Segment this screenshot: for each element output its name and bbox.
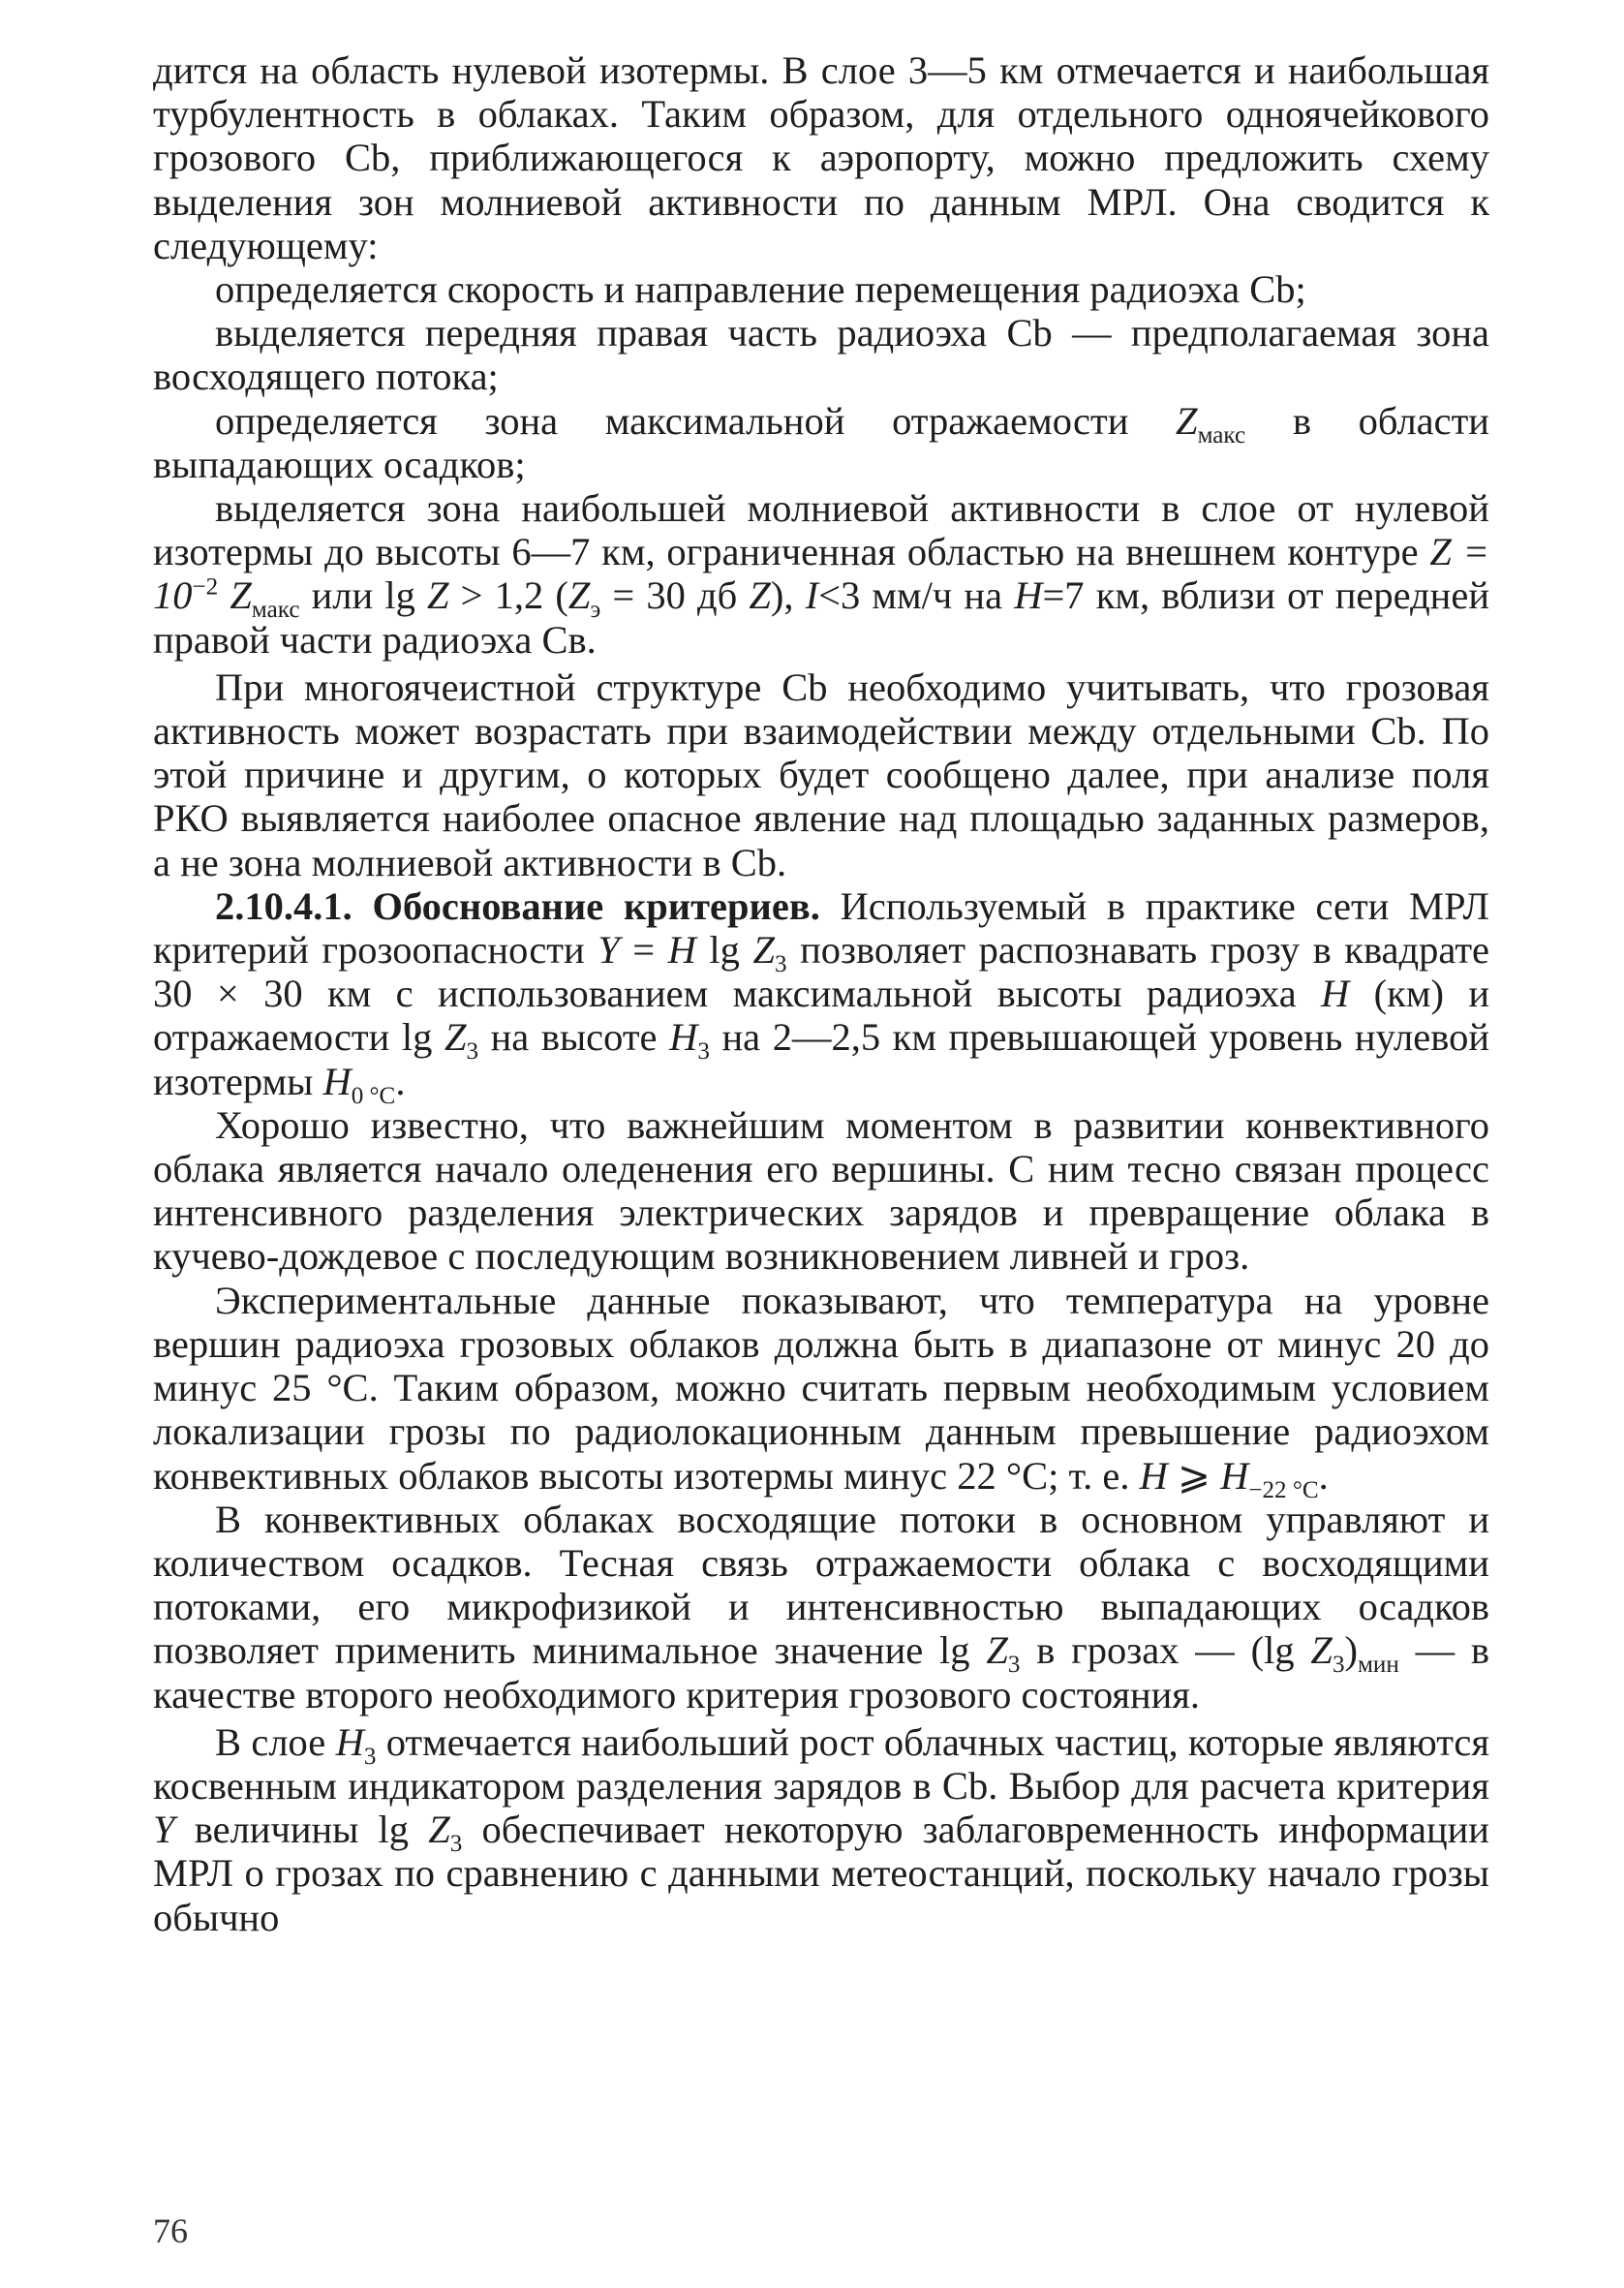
paragraph-multicell: При многоячеистной структуре Cb необходимо учитывать, что грозовая активность может возрастать при взаимодействии между отдельными Cb. По этой причине и другим, о которых будет сообщено далее, при анализе поля РКО выявляется наиболее опасное явление над площадью заданных размеров, а не зона молниевой активности в Cb. — [153, 665, 1489, 884]
paragraph-criteria: 2.10.4.1. Обоснование критериев. Используемый в практике сети МРЛ критерий грозоопасности Y = H $\lg Z_3$ позволяет распознавать грозу в квадрате 30 × 30 км с использованием максимальной высоты радиоэха H (км) и отражаемости $\lg Z_3$ на высоте $H_3$ на 2—2,5 км превышающей уровень нулевой изотермы $H_{0 ^\circ С}$. — [153, 883, 1490, 1109]
list-item-3: определяется зона максимальной отражаемости $Z_{макс}$ в области выпадающих осадков; — [153, 398, 1489, 486]
page-number: 76 — [153, 2211, 188, 2250]
paragraph-glaciation: Хорошо известно, что важнейшим моментом в развитии конвективного облака является начало оледенения его вершины. С ним тесно связан процесс интенсивного разделения электрических зарядов и превращение облака в кучево-дождевое с последующим возникновением ливней и гроз. — [153, 1102, 1489, 1279]
list-item-1: определяется скорость и направление перемещения радиоэха Cb; — [215, 267, 1306, 312]
paragraph-1: дится на область нулевой изотермы. В слое 3—5 км отмечается и наибольшая турбулентность в облаках. Таким образом, для отдельного одноячейкового грозового Cb, приближающегося к аэропорту, можно предложить схему выделения зон молниевой активности по данным МРЛ. Она сводится к следующему: — [153, 48, 1489, 267]
page-body — [153, 48, 1489, 1939]
paragraph-layer-h3: В слое $H_3$ отмечается наибольший рост облачных частиц, которые являются косвенным индикатором разделения зарядов в Cb. Выбор для расчета критерия Y величины $\lg Z_3$ обеспечивает некоторую заблаговременность информации МРЛ о грозах по сравнению с данными метеостанций, поскольку начало грозы обычно — [153, 1719, 1490, 1939]
section-heading: 2.10.4.1. Обоснование критериев. — [215, 883, 820, 928]
list-item-4: выделяется зона наибольшей молниевой активности в слое от нулевой изотермы до высоты 6—7 км, ограниченная областью на внешнем контуре $Z = 10^{-2}$ $Z_{макс}$ или lg Z > 1,2 ($Z_э = 30$ дб Z), I<3 мм/ч на H=7 км, вблизи от передней правой части радиоэха Св. — [153, 486, 1490, 662]
paragraph-updrafts: В конвективных облаках восходящие потоки в основном управляют и количеством осадков. Тесная связь отражаемости облака с восходящими потоками, его микрофизикой и интенсивностью выпадающих осадков позволяет применить минимальное значение $\lg Z_3$ в грозах — (lg $Z_3)_{мин}$ — в качестве второго необходимого критерия грозового состояния. — [153, 1497, 1489, 1716]
list-item-2: выделяется передняя правая часть радиоэха Cb — предполагаемая зона восходящего потока; — [153, 311, 1489, 399]
paragraph-experimental: Экспериментальные данные показывают, что температура на уровне вершин радиоэха грозовых облаков должна быть в диапазоне от минус 20 до минус 25 °С. Таким образом, можно считать первым необходимым условием локализации грозы по радиолокационным данным превышение радиоэхом конвективных облаков высоты изотермы минус 22 °С; т. е. H ⩾ $H_{-22 ^\circ С}$. — [153, 1278, 1489, 1503]
